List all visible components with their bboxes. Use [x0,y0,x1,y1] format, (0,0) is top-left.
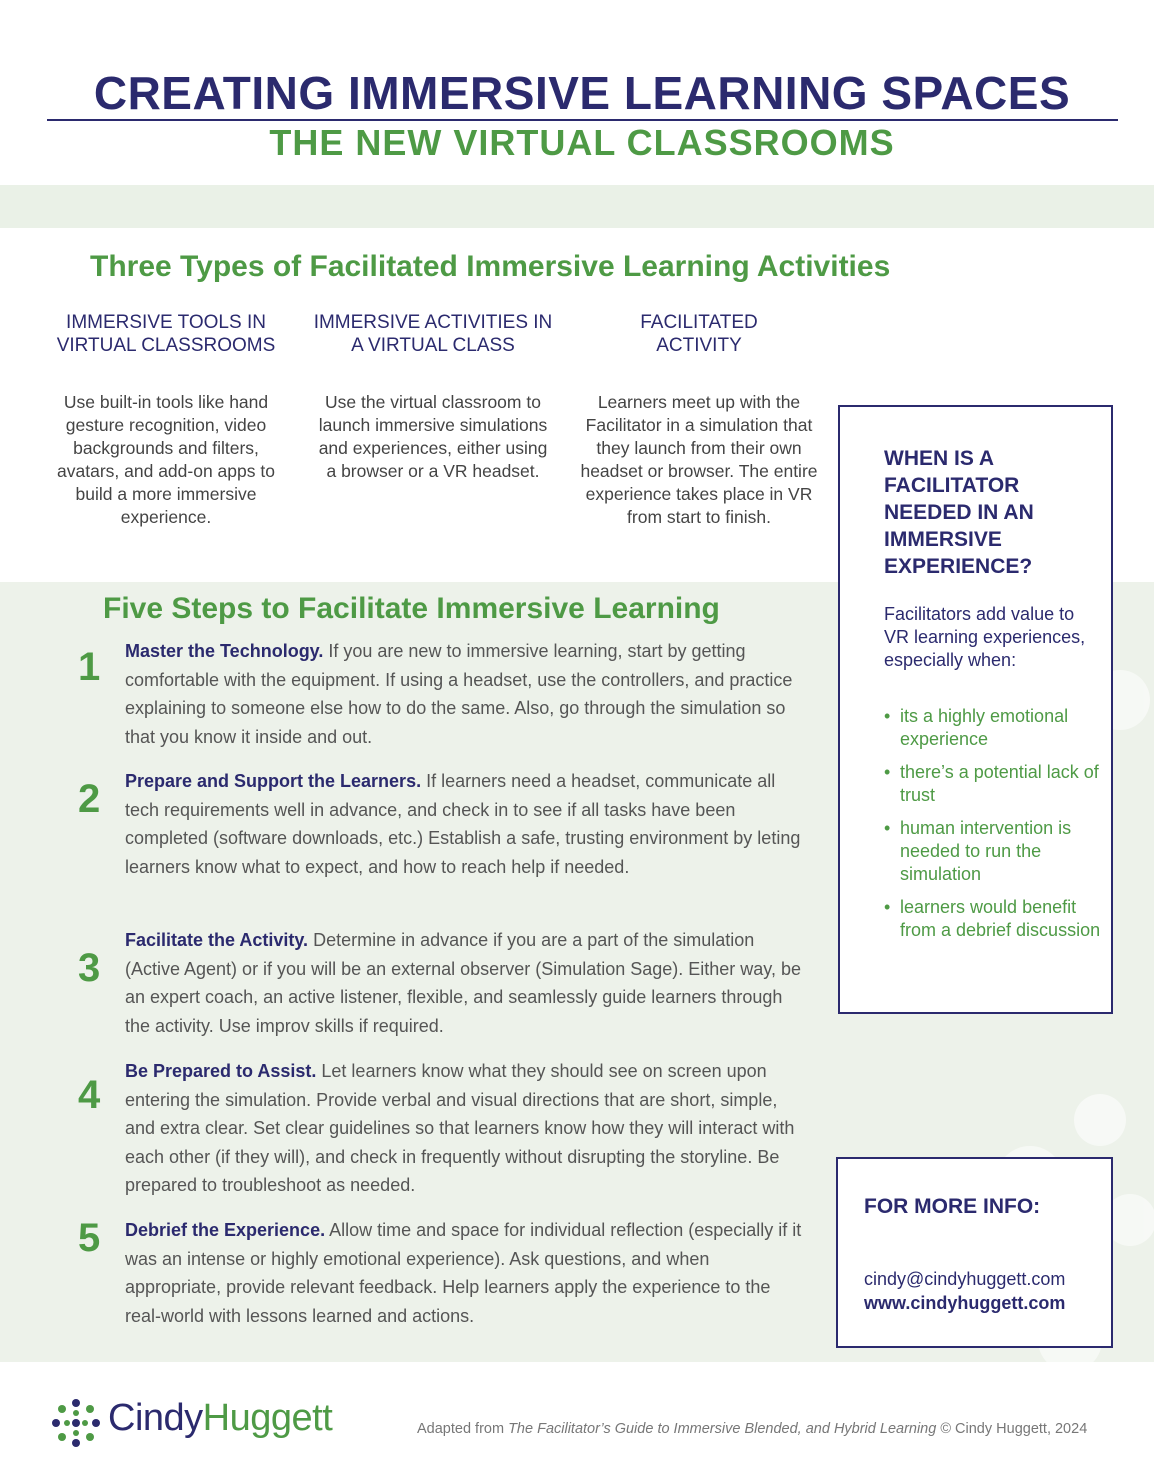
footer-note-suffix: © Cindy Huggett, 2024 [936,1421,1088,1437]
type-column-1 [46,311,286,529]
step-text: Determine in advance if you are a part of the simulation (Active Agent) or if you will be an external observer (Simulation Sage). Either way, be an expert coach, an active listener, flexible, and seamlessly guide learners through the activity. Use improv skills if required. [125,930,801,1036]
type-column-2 [313,311,553,483]
step-text: If learners need a headset, communicate all tech requirements well in advance, and check in to see if all tasks have been completed (software downloads, etc.) Establish a safe, trusting environment by leting learners know what to expect, and how to reach help if needed. [125,771,801,877]
list-item [884,705,1104,751]
step-number: 3 [78,946,101,990]
when-box-intro: Facilitators add value to VR learning experiences, especially when: [884,604,1086,670]
cindy-huggett-logo [50,1393,350,1453]
page-subtitle: THE NEW VIRTUAL CLASSROOMS [269,122,895,163]
bullet-icon: • [884,897,891,917]
type-column-title [579,311,819,369]
type-column-title-line2: A VIRTUAL CLASS [351,335,515,356]
list-item-text: human intervention is needed to run the simulation [900,818,1072,884]
list-item [884,896,1104,942]
when-box-heading: WHEN IS A FACILITATOR NEEDED IN AN IMMERSIVE EXPERIENCE? [884,447,1034,578]
bullet-icon: • [884,818,891,838]
type-column-title-line1: IMMERSIVE ACTIVITIES IN [313,312,553,333]
list-item [884,817,1104,886]
type-column-title [46,311,286,369]
logo-first-name: Cindy [108,1397,203,1439]
step-number: 2 [78,777,101,821]
type-column-title-line1: FACILITATED [640,312,758,333]
flower-logo-icon [50,1397,102,1449]
type-column-title [313,311,553,369]
step-number: 4 [78,1073,101,1117]
list-item-text: there’s a potential lack of trust [900,762,1099,805]
footer-note-prefix: Adapted from [417,1421,509,1437]
logo-wordmark [108,1397,332,1440]
step-lead: Debrief the Experience. [125,1220,326,1240]
step-text: If you are new to immersive learning, start by getting comfortable with the equipment. If using a headset, use the controllers, and practice explaining to someone else how to do the same. Also, go through the simulation so that you know it inside and out. [125,641,793,747]
type-column-body: Learners meet up with the Facilitator in a simulation that they launch from their own headset or browser. The entire experience takes place in VR from start to finish. [580,392,818,527]
step-text: Allow time and space for individual reflection (especially if it was an intense or highly emotional experience). Ask questions, and when appropriate, provide relevant feedback. Help learners apply the experience to the real-world with lessons learned and actions. [125,1220,802,1326]
step-body [125,926,805,1040]
decorative-band-top [0,185,1154,228]
more-info-box [836,1157,1113,1348]
logo-last-name: Huggett [202,1397,333,1439]
type-column-3 [579,311,819,529]
types-heading: Three Types of Facilitated Immersive Learning Activities [90,250,891,283]
step-body [125,637,805,751]
type-column-title-line2: ACTIVITY [656,335,742,356]
page-title: CREATING IMMERSIVE LEARNING SPACES [93,67,1071,119]
type-column-title-line2: VIRTUAL CLASSROOMS [56,335,276,356]
title-divider [47,119,1118,121]
bullet-icon: • [884,706,891,726]
step-text: Let learners know what they should see on screen upon entering the simulation. Provide verbal and visual directions that are short, simple, and extra clear. Set clear guidelines so that learners know how they will interact with each other (if they will), and check in frequently without disrupting the storyline. Be prepared to troubleshoot as needed. [125,1061,795,1196]
bullet-icon: • [884,762,891,782]
steps-heading: Five Steps to Facilitate Immersive Learning [103,592,720,625]
step-lead: Facilitate the Activity. [125,930,309,950]
type-column-title-line1: IMMERSIVE TOOLS IN [66,312,266,333]
step-lead: Be Prepared to Assist. [125,1061,317,1081]
step-body [125,767,805,881]
more-info-heading: FOR MORE INFO: [864,1195,1041,1218]
website-link[interactable]: www.cindyhuggett.com [864,1293,1066,1313]
step-number: 1 [78,645,101,689]
type-column-body: Use built-in tools like hand gesture recognition, video backgrounds and filters, avatars, and add-on apps to build a more immersive experience. [57,392,275,527]
step-body [125,1216,805,1330]
list-item-text: learners would benefit from a debrief discussion [900,897,1101,940]
footer-book-title: The Facilitator’s Guide to Immersive Blended, and Hybrid Learning [508,1421,937,1437]
contact-email-link[interactable]: cindy@cindyhuggett.com [864,1269,1066,1289]
list-item-text: its a highly emotional experience [900,706,1069,749]
when-facilitator-box [838,405,1113,1014]
when-box-list [884,705,1104,952]
step-lead: Master the Technology. [125,641,324,661]
list-item [884,761,1104,807]
step-lead: Prepare and Support the Learners. [125,771,422,791]
footer-attribution [417,1421,1087,1437]
step-body [125,1057,805,1200]
type-column-body: Use the virtual classroom to launch immersive simulations and experiences, either using a browser or a VR headset. [318,392,548,481]
step-number: 5 [78,1216,101,1260]
